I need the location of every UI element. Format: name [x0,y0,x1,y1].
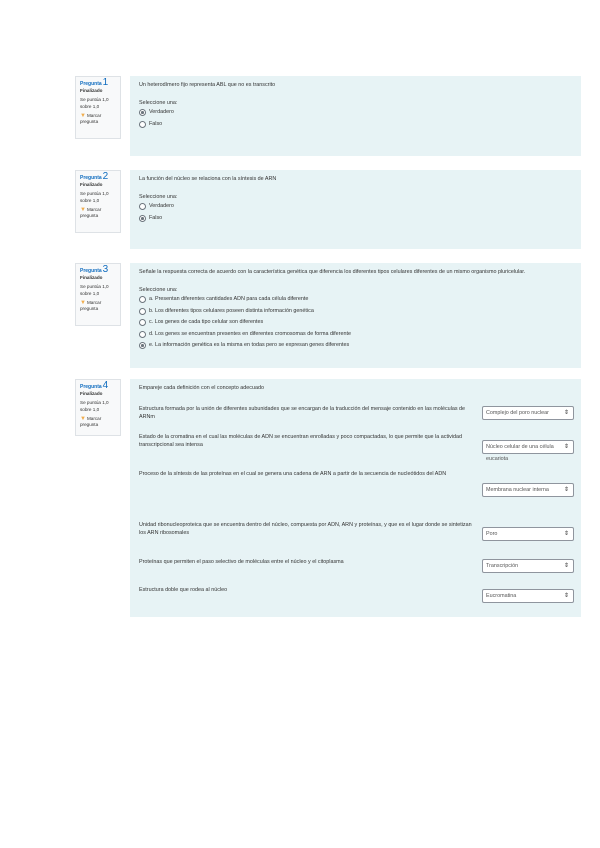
option-label: Falso [149,120,163,127]
flag-icon: ▼ [80,112,86,119]
question-grade: Se puntúa 1,0 sobre 1,0 [80,284,109,296]
chevron-updown-icon: ⇕ [563,410,569,416]
radio-button[interactable] [139,121,146,128]
answer-option[interactable] [139,319,572,327]
question-grade: Se puntúa 1,0 sobre 1,0 [80,400,109,412]
option-label: c. Los genes de cada tipo celular son diferentes [149,319,264,325]
flag-label: Marcar pregunta [80,112,102,125]
chevron-updown-icon: ⇕ [563,444,569,450]
flag-icon: ▼ [80,299,86,306]
question-grade: Se puntúa 1,0 sobre 1,0 [80,191,109,203]
radio-button[interactable] [139,331,146,338]
option-label: a. Presentan diferentes cantidades ADN para cada célula diferente [149,296,309,302]
question-content [130,379,581,617]
question-text: Empareje cada definición con el concepto adecuado [139,385,264,391]
option-label: e. La información genética es la misma en todas pero se expresan genes diferentes [149,342,350,348]
chevron-updown-icon: ⇕ [563,593,569,599]
answer-option[interactable] [139,215,572,223]
answer-select[interactable] [482,559,574,573]
question-state: Finalizado [80,182,103,188]
answer-option[interactable] [139,203,572,211]
answer-select[interactable] [482,589,574,603]
select-value: Complejo del poro nuclear [486,410,549,416]
answer-select[interactable] [482,483,574,497]
radio-button[interactable] [139,296,146,303]
answer-option[interactable] [139,296,572,304]
question-content [130,263,581,368]
question-label: Pregunta [80,268,102,274]
question-text: Señale la respuesta correcta de acuerdo con la característica genética que diferencia los diferentes tipos celulares diferentes de un mismo organismo pluricelular. [139,269,526,275]
option-label: Verdadero [149,109,174,115]
select-value: Núcleo celular de una célula eucariota [486,444,554,462]
answer-prompt: Seleccione una: [139,99,178,106]
question-number: 2 [102,171,109,182]
answer-select[interactable] [482,440,574,462]
option-label: b. Los diferentes tipos celulares poseen distinta información genética [149,307,314,314]
flag-icon: ▼ [80,206,86,213]
question-info [75,170,121,233]
radio-button[interactable] [139,203,146,210]
question-state: Finalizado [80,275,103,281]
option-label: Verdadero [149,203,174,209]
chevron-updown-icon: ⇕ [563,531,569,537]
match-definition: Estructura formada por la unión de diferentes subunidades que se encargan de la traducción del mensaje contenido en las moléculas de ARNm [139,406,466,420]
question-number: 1 [102,77,109,88]
flag-question-link[interactable] [80,300,116,312]
question-content [130,170,581,249]
question-grade: Se puntúa 1,0 sobre 1,0 [80,97,109,109]
answer-option[interactable] [139,342,572,350]
question-number: 4 [102,380,109,391]
answer-option[interactable] [139,109,572,117]
flag-label: Marcar pregunta [80,415,102,428]
question-info [75,263,121,326]
flag-question-link[interactable] [80,113,116,125]
radio-button[interactable] [139,215,146,222]
option-label: d. Los genes se encuentran presentes en diferentes cromosomas de forma diferente [149,330,351,337]
match-definition: Estructura doble que rodea al núcleo [139,587,228,593]
answer-option[interactable] [139,308,572,316]
question-content [130,76,581,156]
answer-select[interactable] [482,527,574,541]
question-state: Finalizado [80,391,103,397]
select-value: Poro [486,531,498,537]
match-definition: Proceso de la síntesis de las proteínas en el cual se genera una cadena de ARN a partir de la secuencia de nucleótidos del ADN [139,471,447,477]
option-label: Falso [149,214,163,221]
answer-select[interactable] [482,406,574,420]
radio-button[interactable] [139,109,146,116]
radio-button[interactable] [139,342,146,349]
flag-label: Marcar pregunta [80,206,102,219]
flag-label: Marcar pregunta [80,299,102,312]
question-label: Pregunta [80,384,102,390]
answer-option[interactable] [139,121,572,129]
chevron-updown-icon: ⇕ [563,487,569,493]
radio-button[interactable] [139,319,146,326]
question-number: 3 [102,264,109,275]
select-value: Transcripción [486,563,519,569]
answer-prompt: Seleccione una: [139,193,178,200]
flag-question-link[interactable] [80,207,116,219]
answer-prompt: Seleccione una: [139,286,178,293]
match-definition: Proteínas que permiten el paso selectivo de moléculas entre el núcleo y el citoplasma [139,559,344,565]
question-state: Finalizado [80,88,103,94]
match-definition: Estado de la cromatina en el cual las moléculas de ADN se encuentran enrolladas y poco compactadas, lo que permite que la actividad transcripcional sea intensa [139,434,463,448]
match-definition: Unidad ribonucleoproteica que se encuentra dentro del núcleo, compuesta por ADN, ARN y proteínas, y que es el lugar donde se sintetizan los ARN ribosomales [139,522,472,536]
select-value: Eucromatina [486,593,517,599]
select-value: Membrana nuclear interna [486,487,549,493]
question-label: Pregunta [80,81,102,87]
flag-question-link[interactable] [80,416,116,428]
radio-button[interactable] [139,308,146,315]
question-info [75,379,121,436]
answer-option[interactable] [139,331,572,339]
question-text: Un heterodímero fijo representa ABL que no es transcrito [139,82,276,88]
question-text: La función del núcleo se relaciona con la síntesis de ARN [139,176,277,182]
question-label: Pregunta [80,175,102,181]
question-info [75,76,121,139]
flag-icon: ▼ [80,415,86,422]
chevron-updown-icon: ⇕ [563,563,569,569]
